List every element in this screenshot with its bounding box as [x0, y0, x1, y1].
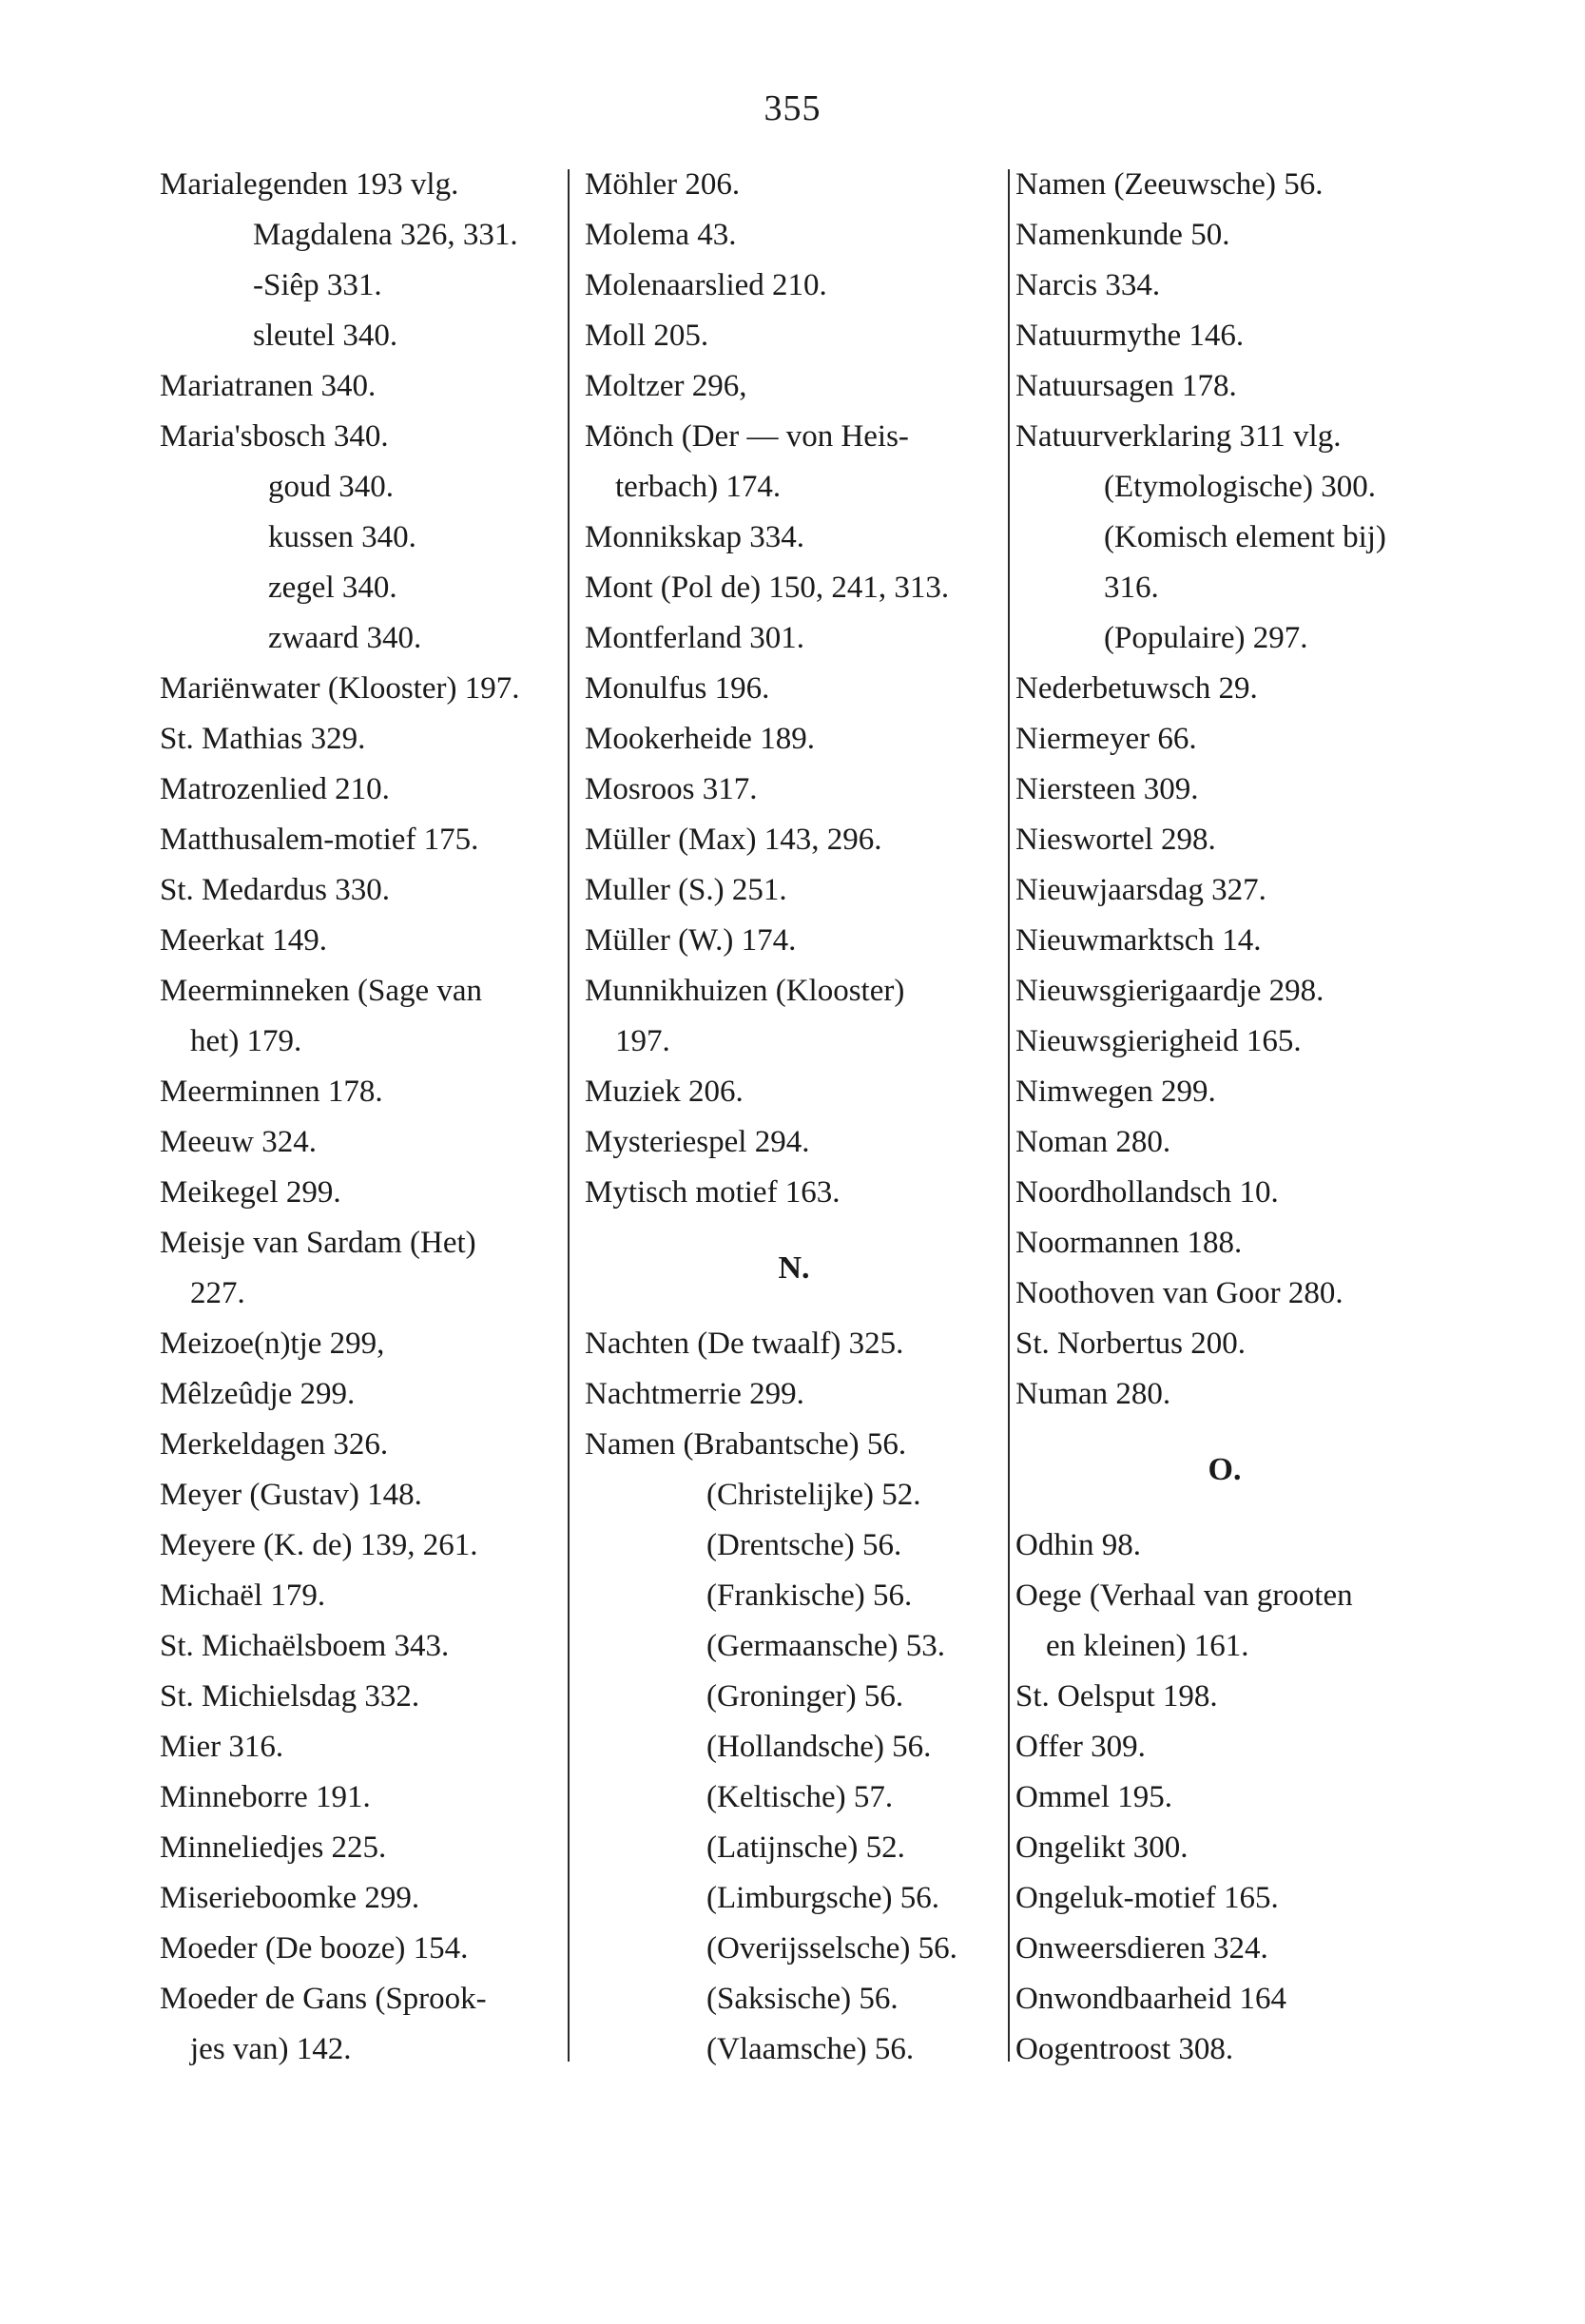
- index-subentry: (Latijnsche) 52.: [706, 1830, 905, 1865]
- index-entry: St. Michielsdag 332.: [160, 1679, 420, 1714]
- index-entry: Odhin 98.: [1015, 1528, 1141, 1562]
- index-entry: Mariatranen 340.: [160, 369, 377, 403]
- index-entry: Oege (Verhaal van grooten: [1015, 1578, 1353, 1613]
- index-subentry: (Germaansche) 53.: [706, 1629, 946, 1663]
- index-entry: Nieuwsgierigheid 165.: [1015, 1024, 1302, 1058]
- index-entry: Merkeldagen 326.: [160, 1427, 389, 1462]
- index-entry: Minneliedjes 225.: [160, 1830, 387, 1865]
- index-subentry: -Siêp 331.: [253, 268, 382, 302]
- index-entry: Ommel 195.: [1015, 1780, 1172, 1814]
- index-entry: Moltzer 296,: [585, 369, 747, 403]
- index-entry: Namenkunde 50.: [1015, 218, 1230, 252]
- index-subentry: (Etymologische) 300.: [1104, 470, 1376, 504]
- index-entry-continuation: jes van) 142.: [190, 2032, 352, 2066]
- index-entry: Namen (Brabantsche) 56.: [585, 1427, 907, 1462]
- index-entry: Moeder (De booze) 154.: [160, 1931, 469, 1966]
- index-entry: Mêlzeûdje 299.: [160, 1377, 356, 1411]
- index-subentry: (Limburgsche) 56.: [706, 1881, 940, 1915]
- section-heading-o: O.: [1208, 1452, 1242, 1487]
- index-entry: Moll 205.: [585, 319, 709, 353]
- index-entry: Nieuwmarktsch 14.: [1015, 923, 1262, 958]
- index-entry: St. Oelsput 198.: [1015, 1679, 1218, 1714]
- index-entry: Meikegel 299.: [160, 1175, 341, 1210]
- index-subentry: (Keltische) 57.: [706, 1780, 894, 1814]
- index-entry: Onweersdieren 324.: [1015, 1931, 1268, 1966]
- index-entry: St. Norbertus 200.: [1015, 1327, 1246, 1361]
- index-entry: Muziek 206.: [585, 1075, 744, 1109]
- index-entry: Meerkat 149.: [160, 923, 327, 958]
- index-entry: Onwondbaarheid 164: [1015, 1982, 1287, 2016]
- index-subentry: (Groninger) 56.: [706, 1679, 904, 1714]
- index-entry: St. Mathias 329.: [160, 722, 366, 756]
- index-entry: Natuursagen 178.: [1015, 369, 1237, 403]
- index-entry: Namen (Zeeuwsche) 56.: [1015, 167, 1324, 202]
- index-entry: Noordhollandsch 10.: [1015, 1175, 1279, 1210]
- index-entry: St. Michaëlsboem 343.: [160, 1629, 450, 1663]
- index-entry: Narcis 334.: [1015, 268, 1161, 302]
- index-entry: Molema 43.: [585, 218, 737, 252]
- index-subentry: kussen 340.: [268, 520, 416, 554]
- index-subentry: Magdalena 326, 331.: [253, 218, 518, 252]
- index-entry-continuation: 197.: [615, 1024, 670, 1058]
- index-entry: Meizoe(n)tje 299,: [160, 1327, 385, 1361]
- index-entry: Nieuwjaarsdag 327.: [1015, 873, 1266, 907]
- index-entry: St. Medardus 330.: [160, 873, 390, 907]
- index-entry: Nimwegen 299.: [1015, 1075, 1216, 1109]
- index-entry: Noormannen 188.: [1015, 1226, 1243, 1260]
- index-entry: Maria'sbosch 340.: [160, 419, 389, 454]
- index-subentry: (Komisch element bij): [1104, 520, 1386, 554]
- index-entry: Moeder de Gans (Sprook-: [160, 1982, 487, 2016]
- index-entry: Mönch (Der — von Heis-: [585, 419, 909, 454]
- index-entry: Meeuw 324.: [160, 1125, 317, 1159]
- index-entry: Minneborre 191.: [160, 1780, 371, 1814]
- index-entry: Nachtmerrie 299.: [585, 1377, 804, 1411]
- index-entry: Molenaarslied 210.: [585, 268, 827, 302]
- index-entry: Niersteen 309.: [1015, 772, 1199, 806]
- index-entry-continuation: en kleinen) 161.: [1046, 1629, 1249, 1663]
- index-entry: Möhler 206.: [585, 167, 741, 202]
- section-heading-n: N.: [778, 1250, 810, 1286]
- index-entry: Matthusalem-motief 175.: [160, 823, 479, 857]
- index-entry: Mysteriespel 294.: [585, 1125, 810, 1159]
- index-entry: Michaël 179.: [160, 1578, 326, 1613]
- index-entry: Mytisch motief 163.: [585, 1175, 841, 1210]
- index-subentry: (Overijsselsche) 56.: [706, 1931, 957, 1966]
- index-subentry: goud 340.: [268, 470, 394, 504]
- index-entry: Matrozenlied 210.: [160, 772, 390, 806]
- index-column-1: [160, 160, 564, 2075]
- index-entry: Nieswortel 298.: [1015, 823, 1216, 857]
- index-entry: Munnikhuizen (Klooster): [585, 974, 905, 1008]
- index-entry: Meyere (K. de) 139, 261.: [160, 1528, 478, 1562]
- index-entry: Meyer (Gustav) 148.: [160, 1478, 422, 1512]
- index-entry: Muller (S.) 251.: [585, 873, 787, 907]
- index-entry: Noman 280.: [1015, 1125, 1171, 1159]
- index-subentry-continuation: 316.: [1104, 571, 1159, 605]
- index-entry-continuation: het) 179.: [190, 1024, 302, 1058]
- index-column-2: [585, 160, 1003, 2075]
- index-entry: Offer 309.: [1015, 1730, 1146, 1764]
- index-entry: Ongelikt 300.: [1015, 1830, 1189, 1865]
- index-entry: Nachten (De twaalf) 325.: [585, 1327, 904, 1361]
- index-entry: Ongeluk-motief 165.: [1015, 1881, 1279, 1915]
- index-entry: Mier 316.: [160, 1730, 284, 1764]
- index-subentry: (Christelijke) 52.: [706, 1478, 921, 1512]
- index-entry: Montferland 301.: [585, 621, 804, 655]
- index-entry: Müller (Max) 143, 296.: [585, 823, 882, 857]
- index-subentry: (Hollandsche) 56.: [706, 1730, 932, 1764]
- index-entry: Mont (Pol de) 150, 241, 313.: [585, 571, 950, 605]
- index-subentry: (Vlaamsche) 56.: [706, 2032, 915, 2066]
- index-entry: Miserieboomke 299.: [160, 1881, 420, 1915]
- index-column-3: [1015, 160, 1434, 2075]
- index-subentry: zegel 340.: [268, 571, 397, 605]
- index-subentry: (Saksische) 56.: [706, 1982, 899, 2016]
- index-entry: Natuurmythe 146.: [1015, 319, 1245, 353]
- index-entry: Monnikskap 334.: [585, 520, 804, 554]
- column-divider-left: [568, 169, 570, 2062]
- index-subentry: (Populaire) 297.: [1104, 621, 1308, 655]
- column-divider-right: [1008, 169, 1010, 2062]
- index-entry: Nederbetuwsch 29.: [1015, 671, 1258, 706]
- page-number: 355: [764, 88, 821, 128]
- index-entry: Mookerheide 189.: [585, 722, 815, 756]
- index-entry: Nieuwsgierigaardje 298.: [1015, 974, 1324, 1008]
- index-entry-continuation: terbach) 174.: [615, 470, 782, 504]
- index-entry: Mariënwater (Klooster) 197.: [160, 671, 520, 706]
- index-entry: Müller (W.) 174.: [585, 923, 797, 958]
- index-entry: Mosroos 317.: [585, 772, 758, 806]
- index-entry: Meerminneken (Sage van: [160, 974, 483, 1008]
- index-subentry: (Frankische) 56.: [706, 1578, 913, 1613]
- index-entry: Meisje van Sardam (Het): [160, 1226, 476, 1260]
- index-entry-continuation: 227.: [190, 1276, 245, 1310]
- index-entry: Meerminnen 178.: [160, 1075, 383, 1109]
- index-entry: Oogentroost 308.: [1015, 2032, 1234, 2066]
- index-entry: Niermeyer 66.: [1015, 722, 1197, 756]
- index-entry: Marialegenden 193 vlg.: [160, 167, 459, 202]
- index-entry: Noothoven van Goor 280.: [1015, 1276, 1343, 1310]
- index-subentry: (Drentsche) 56.: [706, 1528, 902, 1562]
- index-subentry: zwaard 340.: [268, 621, 422, 655]
- index-entry: Monulfus 196.: [585, 671, 770, 706]
- index-entry: Numan 280.: [1015, 1377, 1171, 1411]
- index-entry: Natuurverklaring 311 vlg.: [1015, 419, 1342, 454]
- index-subentry: sleutel 340.: [253, 319, 398, 353]
